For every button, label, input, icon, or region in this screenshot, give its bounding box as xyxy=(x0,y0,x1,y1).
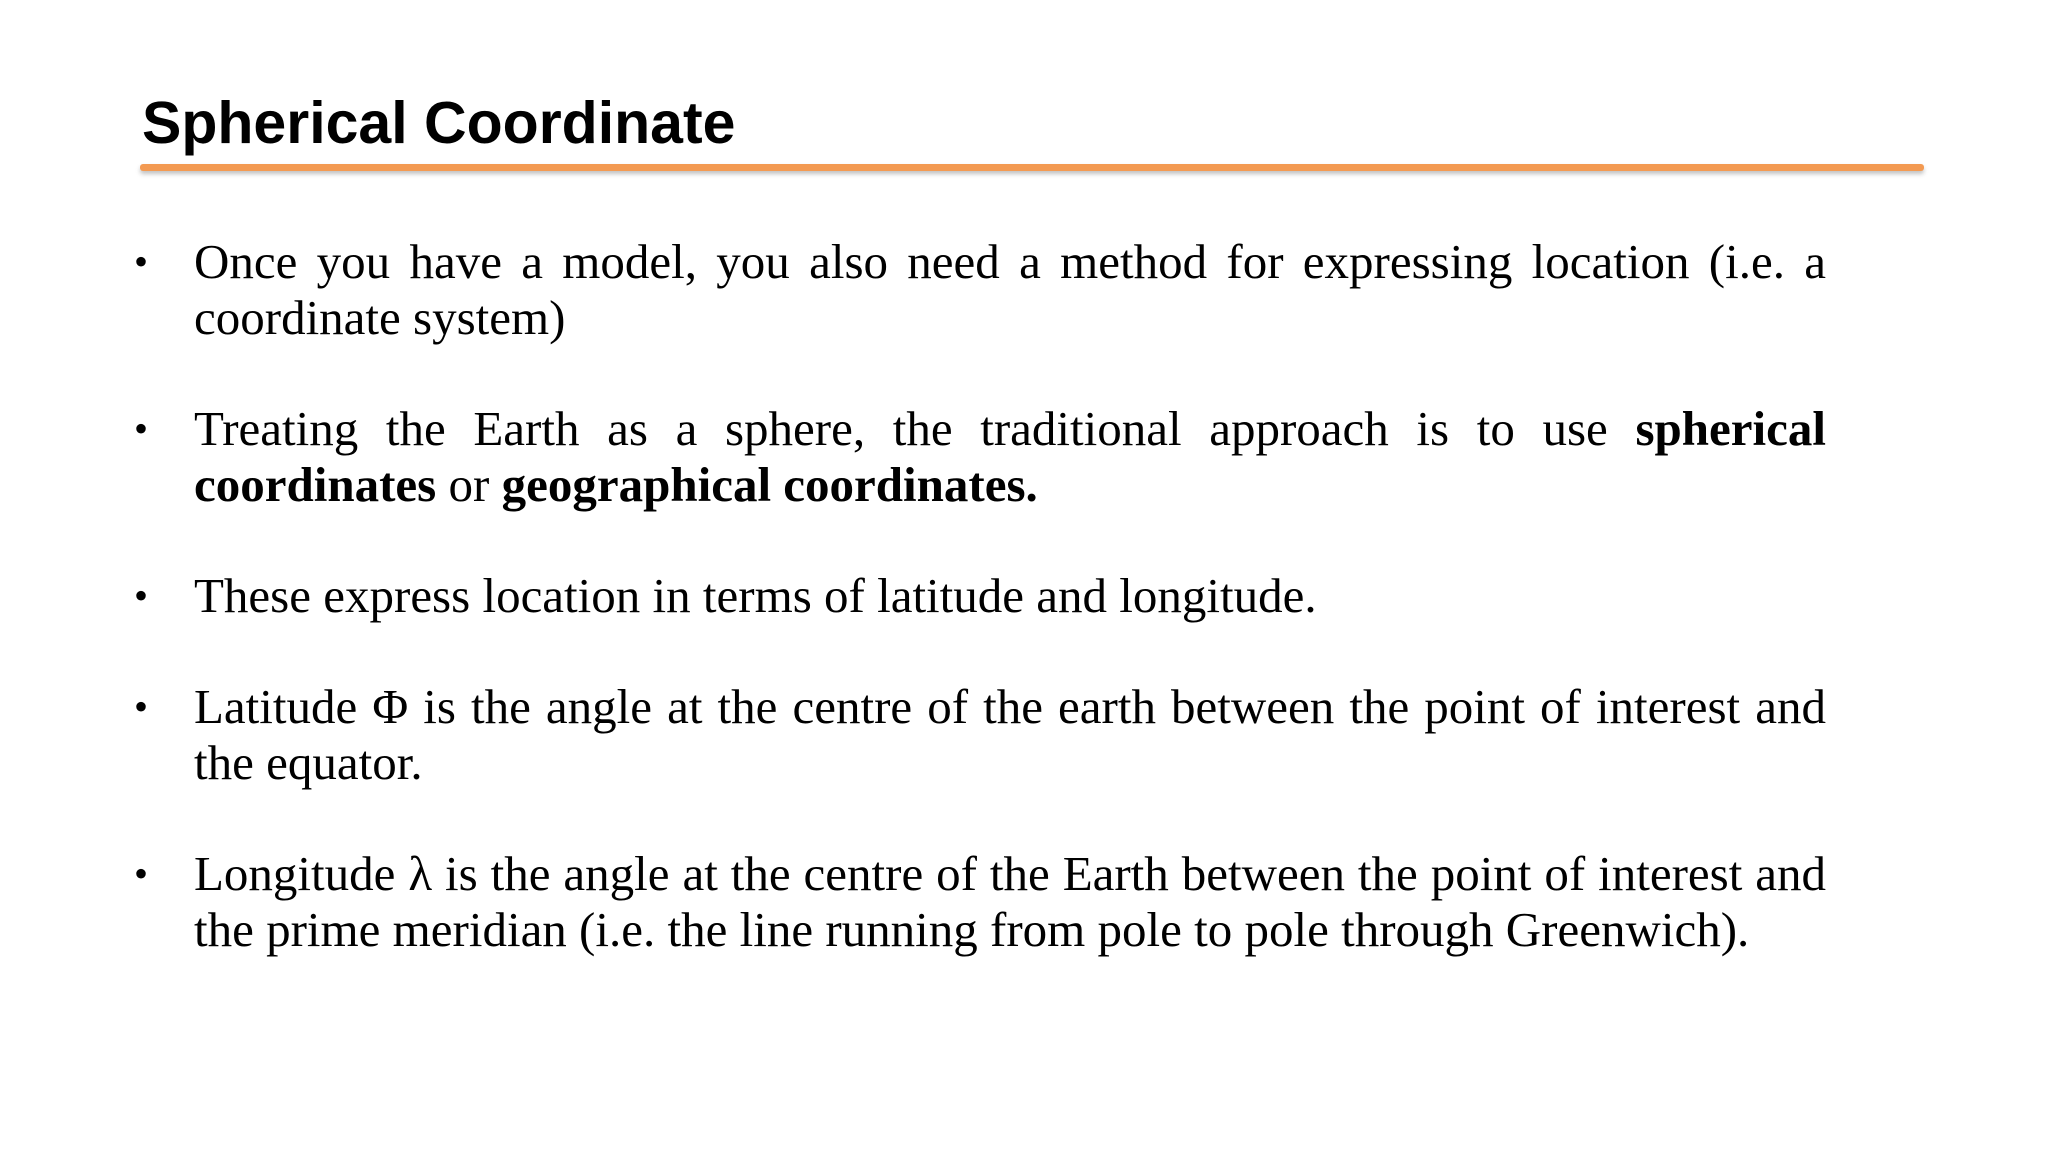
bullet-item xyxy=(134,401,1826,513)
bullet-list xyxy=(134,234,1826,1013)
bullet-bold-term: geographical coordinates. xyxy=(501,457,1038,512)
bullet-item xyxy=(134,234,1826,346)
bullet-bold-term: spherical coordinates xyxy=(194,401,1826,512)
bullet-text: Once you have a model, you also need a method for expressing location (i.e. a coordinate system) xyxy=(194,234,1826,345)
bullet-icon: • xyxy=(134,684,149,729)
bullet-text: These express location in terms of latitude and longitude. xyxy=(194,568,1317,623)
slide-title: Spherical Coordinate xyxy=(142,90,736,156)
bullet-item xyxy=(134,568,1826,624)
bullet-icon: • xyxy=(134,406,149,451)
bullet-icon: • xyxy=(134,573,149,618)
bullet-icon: • xyxy=(134,851,149,896)
bullet-text-part: or xyxy=(436,457,502,512)
bullet-text xyxy=(194,401,1826,513)
bullet-text-part: Treating the Earth as a sphere, the traditional approach is to use xyxy=(194,401,1636,456)
bullet-item xyxy=(134,846,1826,958)
bullet-item xyxy=(134,679,1826,791)
title-underline xyxy=(140,164,1924,171)
bullet-text: Latitude Φ is the angle at the centre of the earth between the point of interest and the equator. xyxy=(194,679,1826,790)
bullet-icon: • xyxy=(134,239,149,284)
bullet-text: Longitude λ is the angle at the centre of the Earth between the point of interest and the prime meridian (i.e. the line running from pole to pole through Greenwich). xyxy=(194,846,1826,957)
